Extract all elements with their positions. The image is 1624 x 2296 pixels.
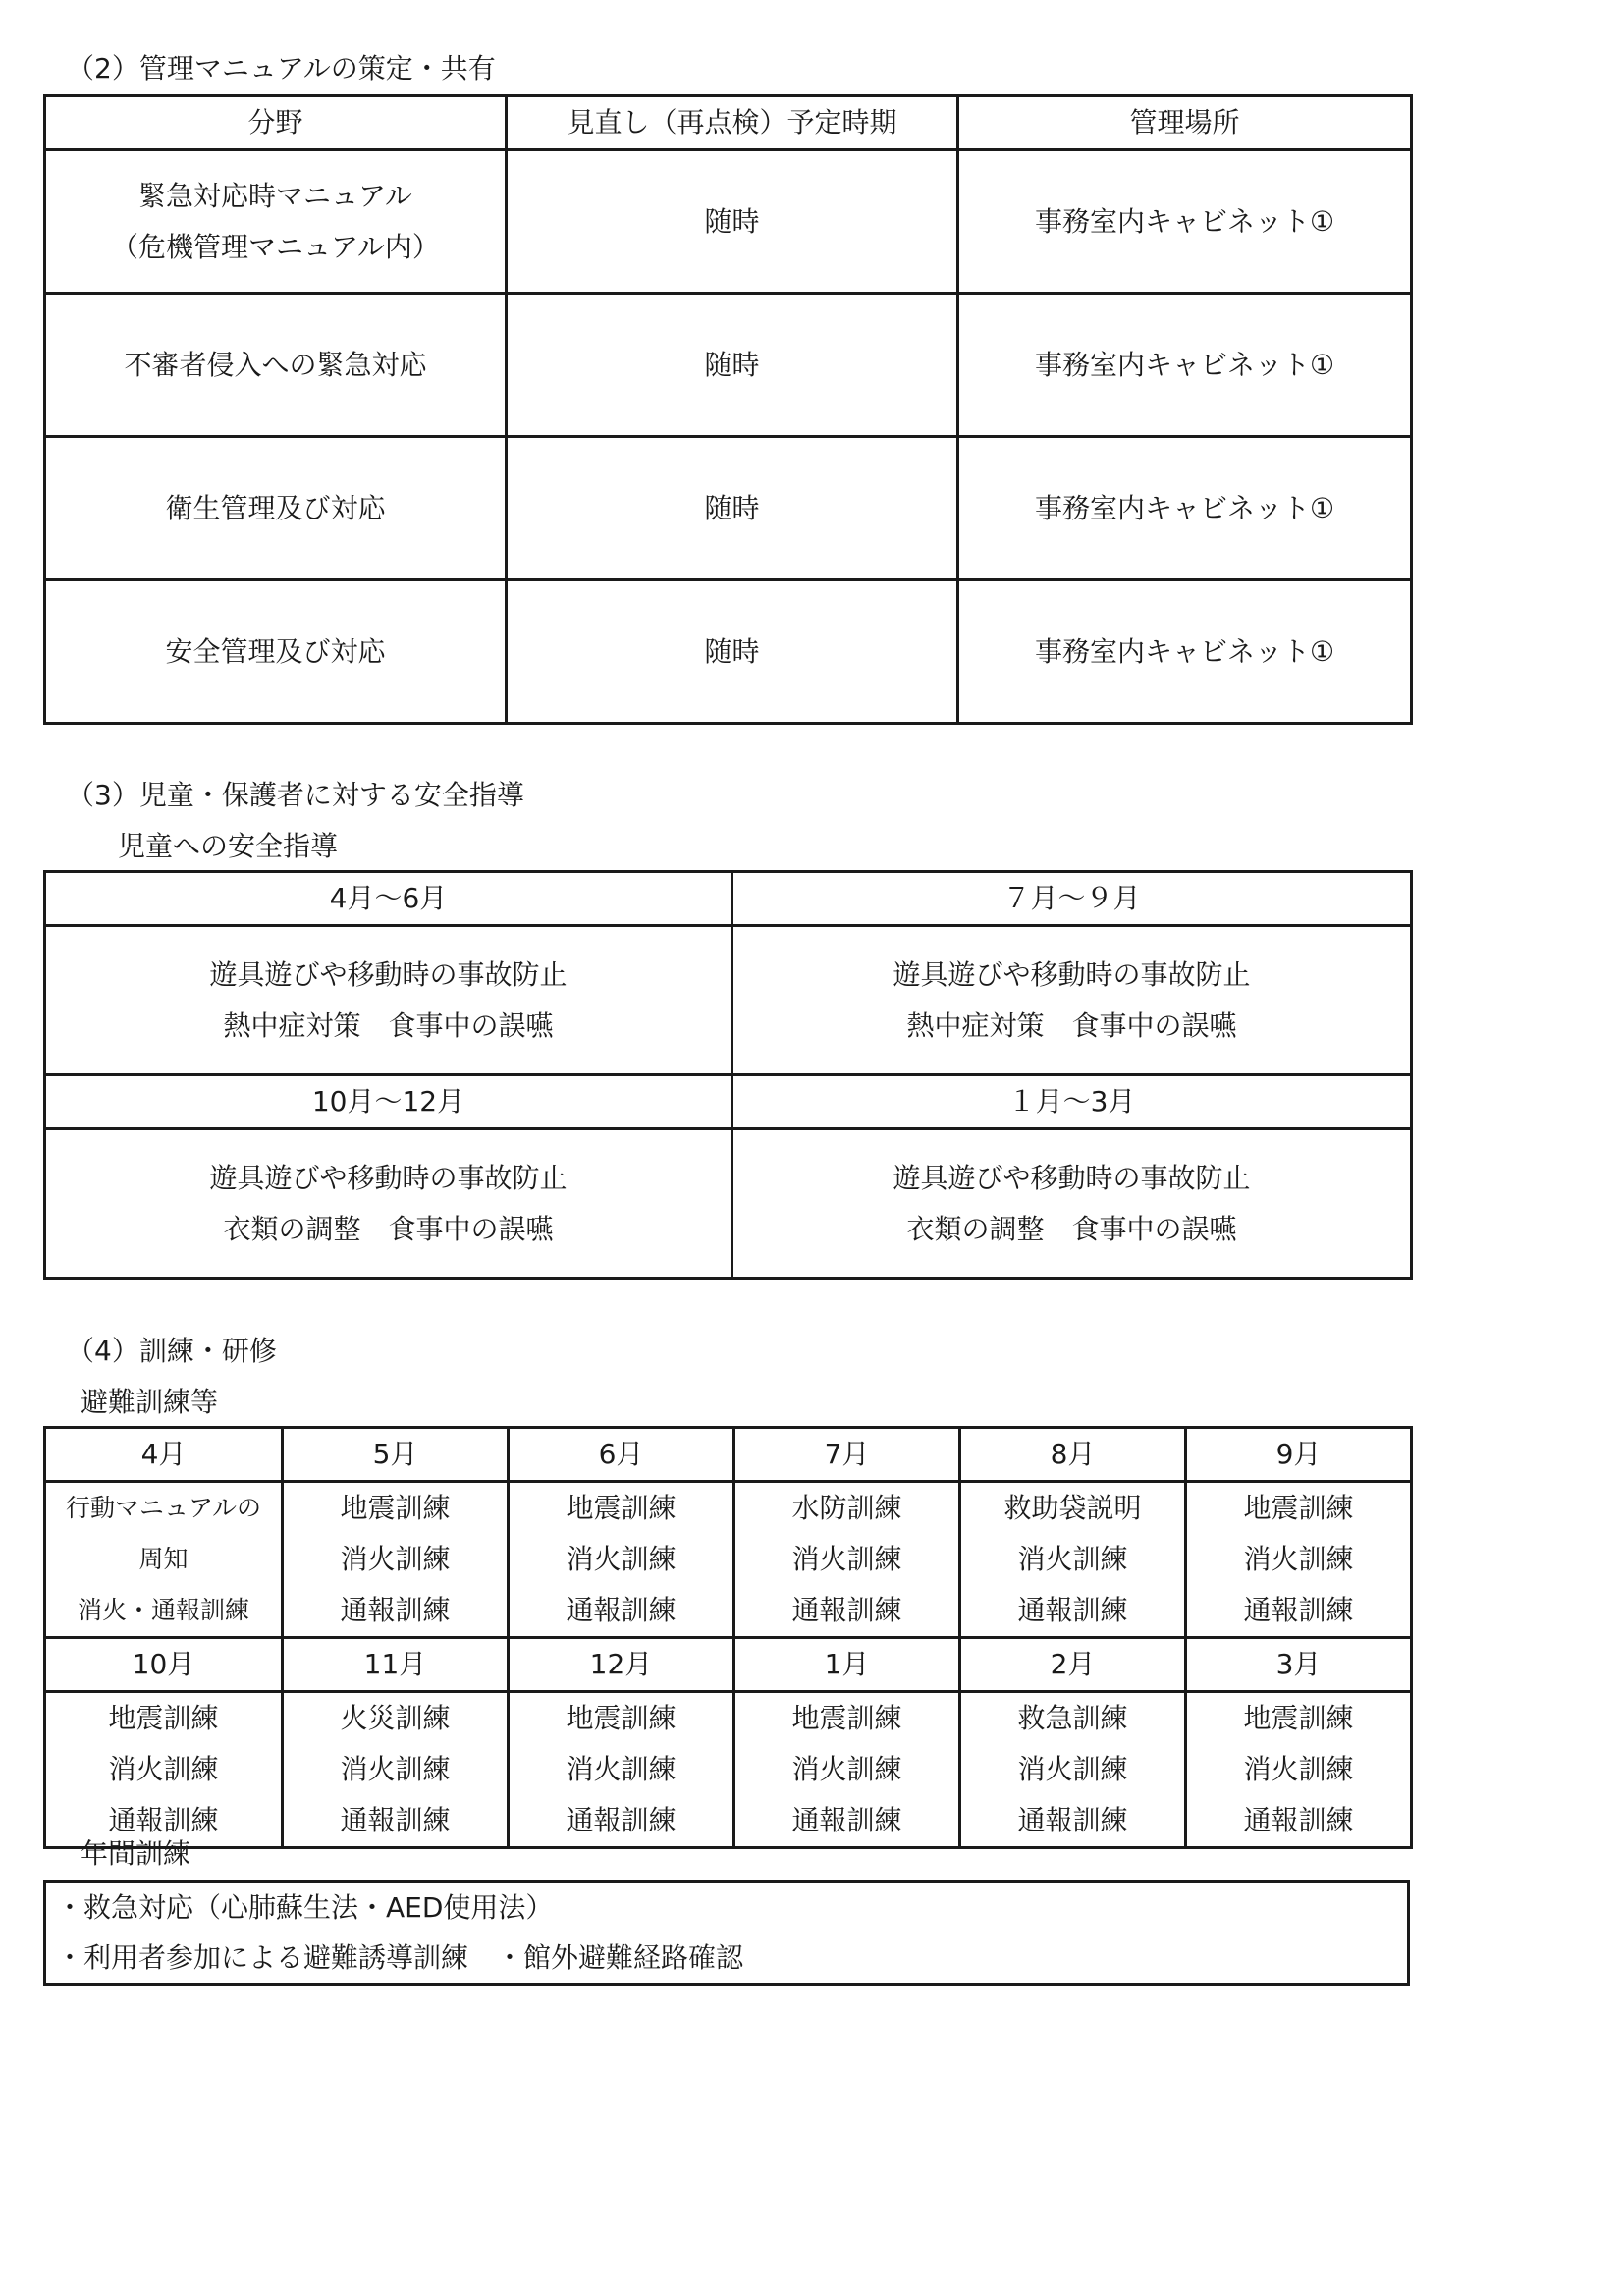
period-label: 4月～6月 — [45, 872, 732, 926]
annual-training-list — [45, 1882, 1409, 1985]
month-drills: 行動マニュアルの 周知 消火・通報訓練 — [45, 1482, 283, 1638]
field-cell: 衛生管理及び対応 — [45, 437, 507, 580]
month-drills: 地震訓練 消火訓練 通報訓練 — [509, 1482, 734, 1638]
month-label: 6月 — [509, 1428, 734, 1482]
month-label: 12月 — [509, 1638, 734, 1692]
month-drills: 地震訓練 消火訓練 通報訓練 — [1186, 1482, 1412, 1638]
annual-training-box — [43, 1880, 1410, 1986]
list-item: ・利用者参加による避難誘導訓練 ・館外避難経路確認 — [56, 1941, 744, 1974]
month-drills: 火災訓練 消火訓練 通報訓練 — [283, 1692, 509, 1848]
timing-cell: 随時 — [507, 580, 958, 724]
month-drills: 地震訓練 消火訓練 通報訓練 — [283, 1482, 509, 1638]
field-cell: 安全管理及び対応 — [45, 580, 507, 724]
month-label: 4月 — [45, 1428, 283, 1482]
month-label: 11月 — [283, 1638, 509, 1692]
month-drills: 水防訓練 消火訓練 通報訓練 — [734, 1482, 960, 1638]
location-cell: 事務室内キャビネット① — [958, 580, 1412, 724]
period-content: 遊具遊びや移動時の事故防止 衣類の調整 食事中の誤嚥 — [45, 1129, 732, 1279]
header-location: 管理場所 — [958, 96, 1412, 150]
period-label: ７月～９月 — [732, 872, 1412, 926]
location-cell: 事務室内キャビネット① — [958, 150, 1412, 294]
table-row — [45, 294, 1412, 437]
month-drills: 救助袋説明 消火訓練 通報訓練 — [960, 1482, 1186, 1638]
list-item: ・救急対応（心肺蘇生法・AED使用法） — [56, 1891, 554, 1924]
month-label: 10月 — [45, 1638, 283, 1692]
period-label: 10月～12月 — [45, 1075, 732, 1129]
section3-heading: （3）児童・保護者に対する安全指導 — [67, 779, 524, 811]
period-label: １月～3月 — [732, 1075, 1412, 1129]
location-cell: 事務室内キャビネット① — [958, 437, 1412, 580]
month-drills: 地震訓練 消火訓練 通報訓練 — [45, 1692, 283, 1848]
table-row — [45, 150, 1412, 294]
section2-heading: （2）管理マニュアルの策定・共有 — [67, 52, 496, 84]
month-label: 5月 — [283, 1428, 509, 1482]
period-content: 遊具遊びや移動時の事故防止 熱中症対策 食事中の誤嚥 — [732, 926, 1412, 1075]
month-label: 9月 — [1186, 1428, 1412, 1482]
header-field: 分野 — [45, 96, 507, 150]
section4-subheading: 避難訓練等 — [81, 1386, 219, 1418]
table-row — [45, 580, 1412, 724]
location-cell: 事務室内キャビネット① — [958, 294, 1412, 437]
month-label: 8月 — [960, 1428, 1186, 1482]
section4-heading: （4）訓練・研修 — [67, 1335, 277, 1367]
header-timing: 見直し（再点検）予定時期 — [507, 96, 958, 150]
month-label: 7月 — [734, 1428, 960, 1482]
timing-cell: 随時 — [507, 294, 958, 437]
field-cell: 不審者侵入への緊急対応 — [45, 294, 507, 437]
section3-subheading: 児童への安全指導 — [118, 830, 339, 862]
month-drills: 地震訓練 消火訓練 通報訓練 — [509, 1692, 734, 1848]
timing-cell: 随時 — [507, 437, 958, 580]
period-content: 遊具遊びや移動時の事故防止 衣類の調整 食事中の誤嚥 — [732, 1129, 1412, 1279]
month-drills: 救急訓練 消火訓練 通報訓練 — [960, 1692, 1186, 1848]
month-label: 2月 — [960, 1638, 1186, 1692]
month-drills: 地震訓練 消火訓練 通報訓練 — [1186, 1692, 1412, 1848]
annual-training-heading: 年間訓練 — [81, 1837, 191, 1870]
safety-guidance-table — [43, 870, 1413, 1280]
month-drills: 地震訓練 消火訓練 通報訓練 — [734, 1692, 960, 1848]
manual-table — [43, 94, 1413, 725]
month-label: 3月 — [1186, 1638, 1412, 1692]
month-label: 1月 — [734, 1638, 960, 1692]
table-row — [45, 437, 1412, 580]
timing-cell: 随時 — [507, 150, 958, 294]
drill-schedule-table — [43, 1426, 1413, 1849]
period-content: 遊具遊びや移動時の事故防止 熱中症対策 食事中の誤嚥 — [45, 926, 732, 1075]
field-cell: 緊急対応時マニュアル （危機管理マニュアル内） — [45, 150, 507, 294]
